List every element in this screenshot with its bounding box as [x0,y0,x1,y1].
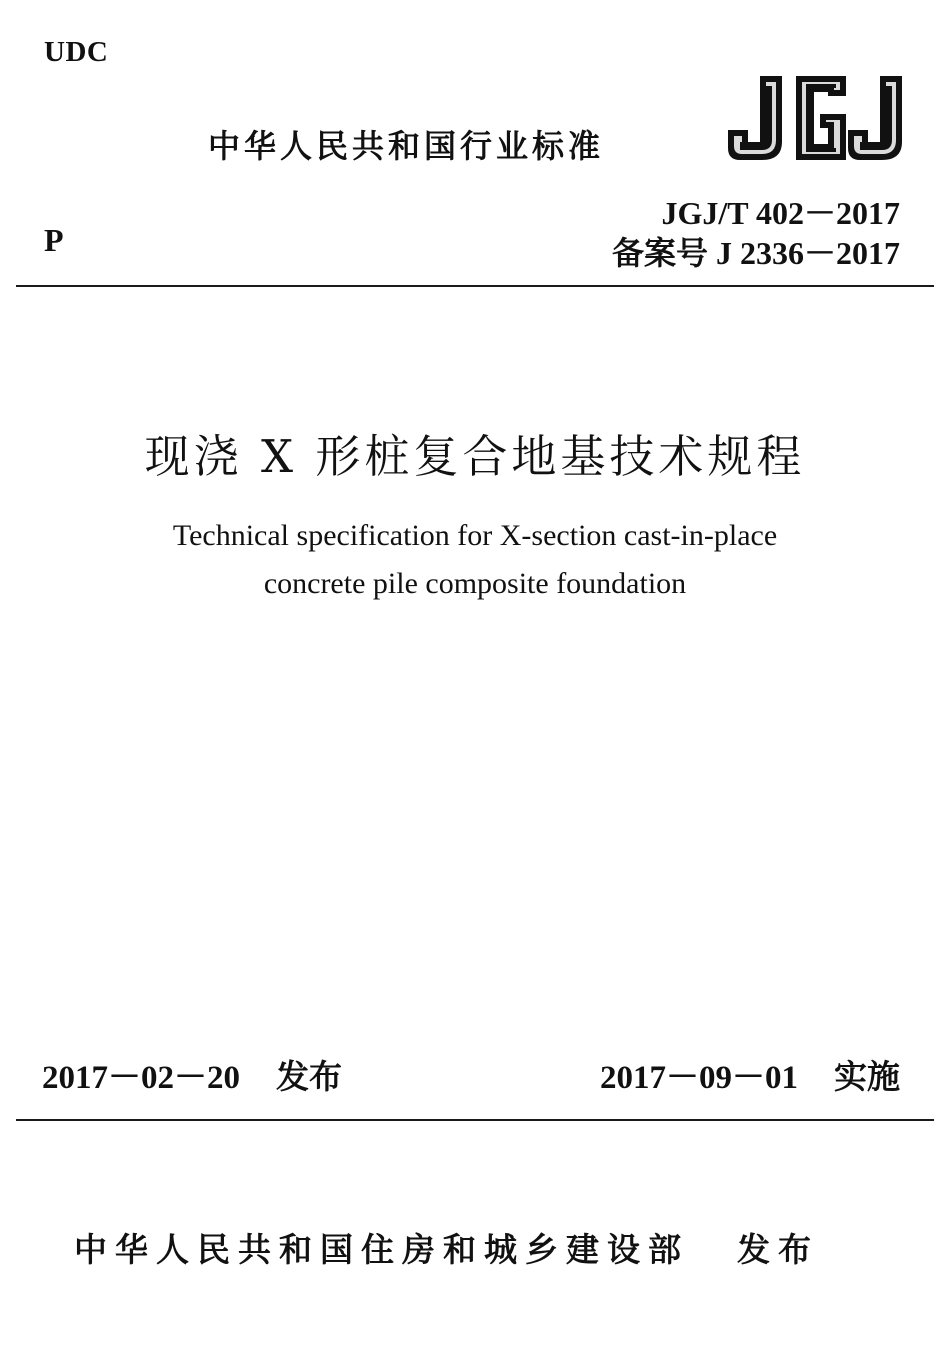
classification-letter: P [44,222,64,258]
title-english [0,512,950,608]
issue-date: 2017－02－20 [42,1060,240,1096]
publisher-name: 中华人民共和国住房和城乡建设部 [74,1230,689,1269]
title-chinese: 现浇 X 形桩复合地基技术规程 [144,430,806,483]
udc-label: UDC [44,36,109,68]
implement-date-block [600,1051,900,1098]
implement-label: 实施 [834,1060,900,1096]
issue-date-block [42,1051,342,1098]
issue-label: 发布 [276,1060,342,1096]
publisher-block [74,1224,819,1271]
jgj-logo [726,72,906,164]
standard-code: JGJ/T 402－2017 [661,195,900,231]
title-english-line2: concrete pile composite foundation [263,567,687,600]
standard-category: 中华人民共和国行业标准 [208,127,605,165]
header-divider [16,285,934,287]
footer-divider [16,1119,934,1121]
title-english-line1: Technical specification for X-section cast-in-place [172,519,778,552]
implement-date: 2017－09－01 [600,1060,798,1096]
publisher-label: 发布 [737,1230,819,1269]
record-number: 备案号 J 2336－2017 [611,235,900,271]
